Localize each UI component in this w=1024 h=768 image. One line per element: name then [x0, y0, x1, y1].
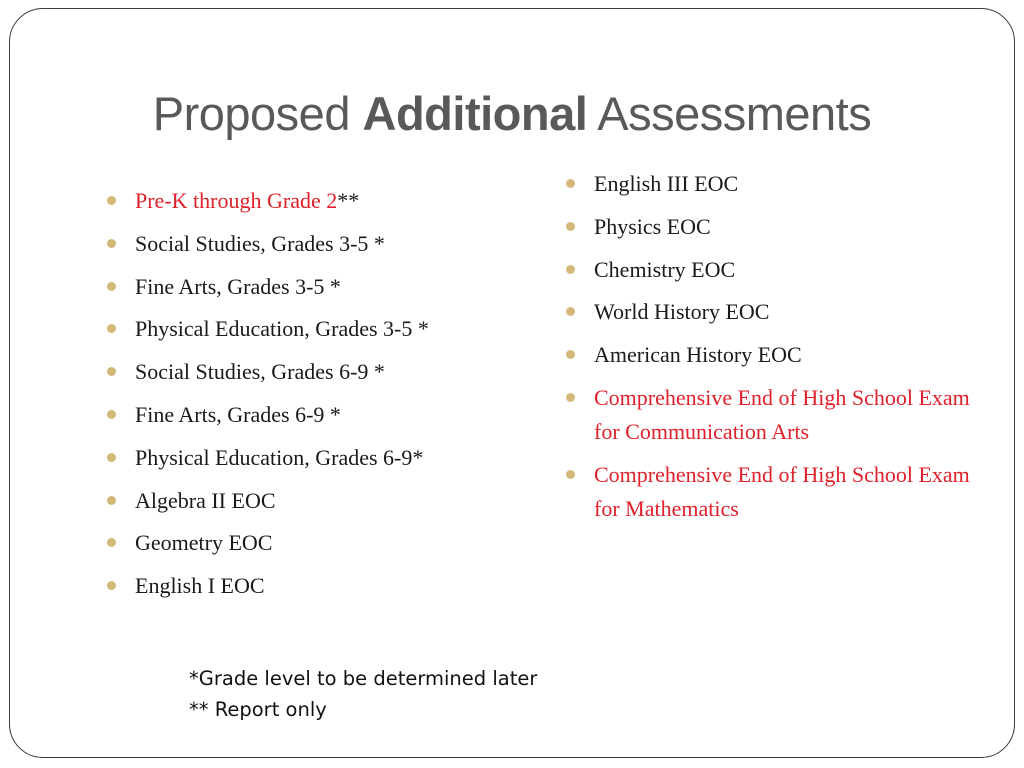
list-item-text: Comprehensive End of High School Exam for Communication Arts: [594, 384, 970, 444]
list-item-text: Social Studies, Grades 6-9 *: [135, 359, 385, 385]
footnote-report-only: ** Report only: [189, 698, 327, 721]
bullet-icon: [107, 324, 116, 333]
bullet-icon: [566, 222, 575, 231]
list-item: [566, 295, 986, 329]
bullet-icon: [566, 350, 575, 359]
list-item: [107, 184, 527, 218]
list-item: [566, 381, 986, 449]
bullet-icon: [107, 496, 116, 505]
bullet-icon: [566, 393, 575, 402]
list-item: [566, 210, 986, 244]
list-item-text: Pre-K through Grade 2: [135, 188, 338, 213]
title-part-1: Proposed: [152, 87, 363, 140]
list-item: [566, 167, 986, 201]
list-item: [107, 227, 527, 261]
list-item-text: American History EOC: [594, 342, 802, 368]
list-item: [566, 338, 986, 372]
list-item: [107, 270, 527, 304]
list-item: [107, 355, 527, 389]
bullet-icon: [107, 453, 116, 462]
left-assessment-list: [107, 184, 527, 612]
list-item: [107, 398, 527, 432]
list-item-text: Physical Education, Grades 6-9*: [135, 444, 424, 470]
list-item-text: Fine Arts, Grades 3-5 *: [135, 273, 341, 299]
bullet-icon: [566, 265, 575, 274]
list-item-text: Algebra II EOC: [135, 487, 276, 513]
list-item-text: English I EOC: [135, 573, 265, 599]
list-item-text: World History EOC: [594, 299, 770, 325]
bullet-icon: [107, 367, 116, 376]
list-item-text: Social Studies, Grades 3-5 *: [135, 230, 385, 256]
list-item-text: Comprehensive End of High School Exam for Mathematics: [594, 461, 970, 521]
title-part-3: Assessments: [587, 87, 872, 140]
list-item-text: Geometry EOC: [135, 530, 273, 556]
list-item-text: Fine Arts, Grades 6-9 *: [135, 401, 341, 427]
bullet-icon: [566, 179, 575, 188]
bullet-icon: [107, 282, 116, 291]
title-emphasis: Additional: [362, 87, 588, 140]
bullet-icon: [107, 239, 116, 248]
bullet-icon: [107, 538, 116, 547]
bullet-icon: [107, 196, 116, 205]
list-item: [107, 484, 527, 518]
list-item: [566, 458, 986, 526]
bullet-icon: [107, 410, 116, 419]
list-item: [107, 569, 527, 603]
bullet-icon: [566, 470, 575, 479]
footnotes: [189, 663, 537, 725]
list-item-text: Physical Education, Grades 3-5 *: [135, 316, 429, 342]
list-item-text: Chemistry EOC: [594, 256, 736, 282]
bullet-icon: [107, 581, 116, 590]
list-item-text: English III EOC: [594, 171, 739, 196]
list-item: [107, 526, 527, 560]
list-item: [107, 441, 527, 475]
footnote-grade-level: *Grade level to be determined later: [189, 667, 538, 690]
list-item: [566, 253, 986, 287]
list-item-text: Physics EOC: [594, 213, 711, 239]
list-item: [107, 312, 527, 346]
list-item-suffix: **: [337, 188, 360, 213]
bullet-icon: [566, 307, 575, 316]
page-title: [0, 86, 1024, 141]
right-assessment-list: [566, 167, 986, 535]
